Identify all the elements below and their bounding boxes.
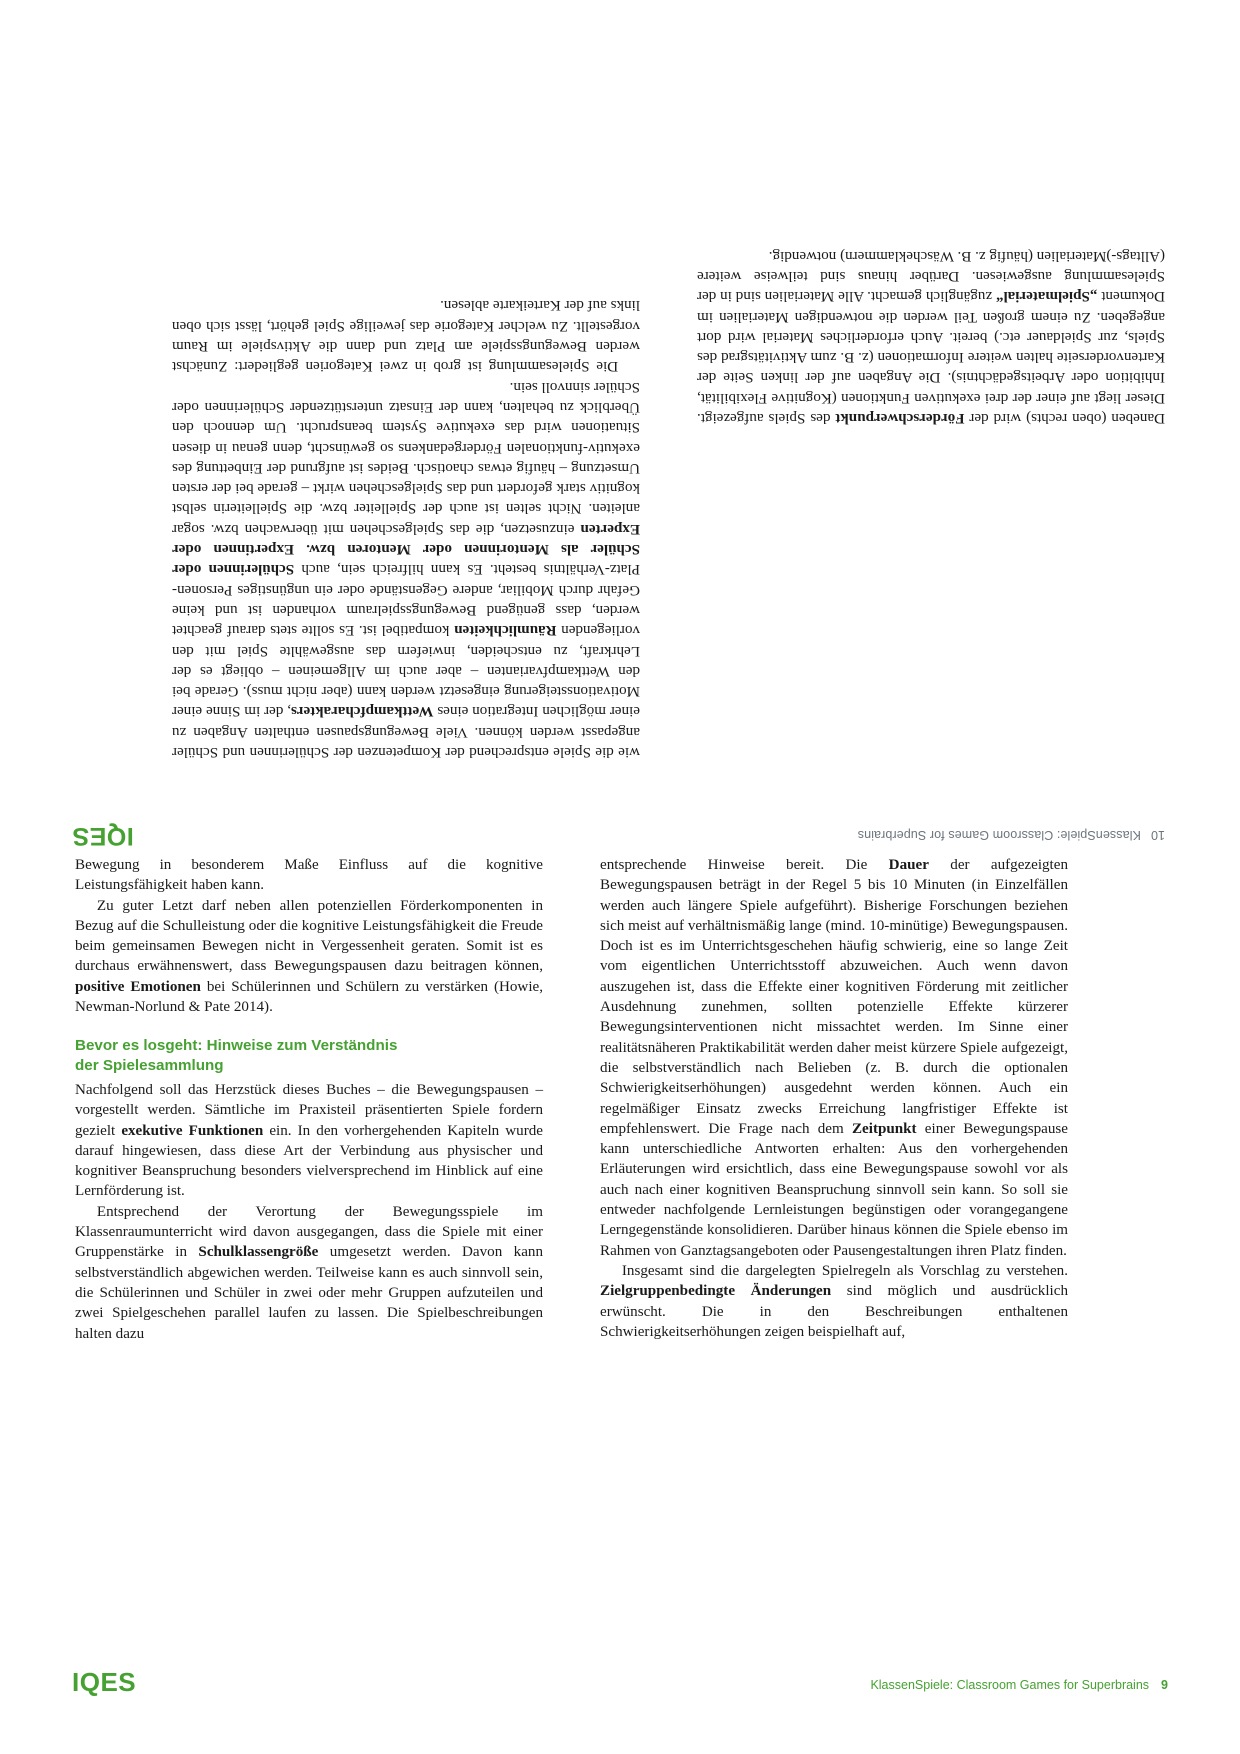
section-heading [75, 1036, 543, 1075]
footer-page-number: 9 [1161, 1678, 1168, 1692]
body-left-column [75, 855, 543, 1344]
footer-title: KlassenSpiele: Classroom Games for Superbrains [870, 1678, 1150, 1692]
iqes-logo-footer: IQES [72, 1667, 137, 1697]
rotated-left-column [697, 245, 1165, 428]
paragraph: wie die Spiele entsprechend der Kompetenzen der Schülerinnen und Schüler angepasst werden können. Viele Bewegungspausen enthalten Angaben zu einer möglichen Integration eines Wettkampfcharakters, der im Sinne einer Motivationssteigerung eingesetzt werden kann (aber nicht muss). Gerade bei den Wettkampfvarianten – aber auch im Allgemeinen – obliegt es der Lehrkraft, zu entscheiden, inwiefern das ausgewählte Spiel mit den vorliegenden Räumlichkeiten kompatibel ist. Es sollte stets darauf geachtet werden, dass genügend Bewegungsspielraum vorhanden ist und keine Gefahr durch Mobiliar, andere Gegenstände oder ein ungünstiges Personen-Platz-Verhältnis besteht. Es kann hilfreich sein, auch Schülerinnen oder Schüler als Mentorinnen oder Mentoren bzw. Expertinnen oder Experten einzusetzen, die das Spielgeschehen mit überwachen bzw. sogar anleiten. Nicht selten ist auch der Spielleiter bzw. die Spielleiterin selbst kognitiv stark gefordert und das Spielgeschehen wirkt – gerade bei der ersten Umsetzung – häufig etwas chaotisch. Beides ist aufgrund der Einbettung des exekutiv-funktionalen Fördergedankens so gewünscht, denn genau in diesen Situationen wird das exekutive System beansprucht. Um dennoch den Überblick zu behalten, kann der Einsatz unterstützender Schülerinnen oder Schüler sinnvoll sein. [172, 378, 640, 760]
paragraph: Entsprechend der Verortung der Bewegungsspiele im Klassenraumunterricht wird davon ausgegangen, dass die Spiele mit einer Gruppenstärke in Schulklassengröße umgesetzt werden. Davon kann selbstverständlich abgewichen werden. Teilweise kann es auch sinnvoll sein, die Schülerinnen und Schüler in zwei oder mehr Gruppen aufzuteilen und zwei Spielgeschehen parallel laufen zu lassen. Die Spielbeschreibungen halten dazu [75, 1203, 543, 1342]
paragraph: entsprechende Hinweise bereit. Die Dauer der aufgezeigten Bewegungspausen beträgt in der Regel 5 bis 10 Minuten (in Einzelfällen werden auch längere Spiele aufgeführt). Bisherige Forschungen beziehen sich meist auf verhältnismäßig lange (mind. 10-minütige) Bewegungspausen. Doch ist es im Unterrichtsgeschehen häufig schwierig, eine so lange Zeit vom eigentlichen Unterrichtsstoff abzuweichen. Auch wenn davon auszugehen ist, dass die Effekte einer kognitiven Förderung mit zeitlicher Ausdehnung zunehmen, sollten potenzielle Effekte kürzerer Bewegungsinterventionen nicht missachtet werden. Im Sinne einer realitätsnäheren Praktikabilität werden daher meist kürzere Spiele aufgezeigt, die selbstverständlich nach Belieben (z. B. durch die optionalen Schwierigkeitserhöhungen) ausgedehnt werden können. Auch ein regelmäßiger Einsatz zwecks Erreichung langfristiger Effekte ist empfehlenswert. Die Frage nach dem Zeitpunkt einer Bewegungspause kann unterschiedliche Antworten erhalten: Aus den vorhergehenden Erläuterungen wird ersichtlich, dass eine Bewegungspause sowohl vor als auch nach einer kognitiven Beanspruchung sinnvoll sein kann. So soll sie entweder nachfolgende Lernleistungen begünstigen oder vorangegangene Lerngegenstände konsolidieren. Darüber hinaus können die Spiele ebenso im Rahmen von Ganztagsangeboten oder Pausengestaltungen ihren Platz finden. [600, 857, 1069, 1259]
running-head-title: KlassenSpiele: Classroom Games for Superbrains [857, 828, 1141, 842]
paragraph: Bewegung in besonderem Maße Einfluss auf die kognitive Leistungsfähigkeit haben kann. [75, 857, 543, 894]
running-head-page-number: 10 [1150, 828, 1165, 842]
section-heading-line-2: der Spielesammlung [75, 1056, 224, 1074]
section-heading-line-1: Bevor es losgeht: Hinweise zum Verständnis [75, 1037, 398, 1055]
normal-page-section [0, 855, 1240, 1754]
running-head [858, 828, 1165, 842]
rotated-right-column [172, 295, 640, 762]
paragraph: Nachfolgend soll das Herzstück dieses Buches – die Bewegungspausen – vorgestellt werden. Sämtliche im Praxisteil präsentierten Spiele fordern gezielt exekutive Funktionen ein. In den vorhergehenden Kapiteln wurde darauf hingewiesen, dass diese Art der Verbindung aus physischer und kognitiver Beanspruchung besonders vielversprechend im Hinblick auf eine Lernförderung ist. [75, 1081, 543, 1200]
paragraph: Insgesamt sind die dargelegten Spielregeln als Vorschlag zu verstehen. Zielgruppenbedingte Änderungen sind möglich und ausdrücklich erwünscht. Die in den Beschreibungen enthaltenen Schwierigkeitserhöhungen zeigen beispielhaft auf, [600, 1262, 1068, 1340]
paragraph: Die Spielesammlung ist grob in zwei Kategorien gegliedert: Zunächst werden Bewegungsspiele am Platz und dann die Aktivspiele im Raum vorgestellt. Zu welcher Kategorie das jeweilige Spiel gehört, lässt sich oben links auf der Karteikarte ablesen. [172, 297, 640, 375]
paragraph: Zu guter Letzt darf neben allen potenziellen Förderkomponenten in Bezug auf die Schulleistung oder die kognitive Leistungsfähigkeit die Freude beim gemeinsamen Bewegen nicht in Vergessenheit geraten. Somit ist es durchaus erwähnenswert, dass Bewegungspausen dazu beitragen können, positive Emotionen bei Schülerinnen und Schülern zu verstärken (Howie, Newman-Norlund & Pate 2014). [75, 897, 543, 1016]
body-right-column [600, 855, 1068, 1342]
paragraph: Daneben (oben rechts) wird der Förderschwerpunkt des Spiels aufgezeigt. Dieser liegt auf einer der drei exekutiven Funktionen (Kognitive Flexibilität, Inhibition oder Arbeitsgedächtnis). Die Angaben auf der linken Seite der Kartenvorderseite halten weitere Informationen (z. B. zum Aktivitätsgrad des Spiels, zur Spieldauer etc.) bereit. Auch erforderliches Material wird dort angegeben. Zu einem großen Teil werden die notwendigen Materialien im Dokument „Spielmaterial“ zugänglich gemacht. Alle Materialien sind in der Spielesammlung ausgewiesen. Darüber hinaus sind teilweise weitere (Alltags-)Materialien (häufig z. B. Wäscheklammern) notwendig. [697, 247, 1165, 426]
iqes-logo-header: IQES [72, 822, 134, 850]
footer-running-title [870, 1678, 1168, 1692]
